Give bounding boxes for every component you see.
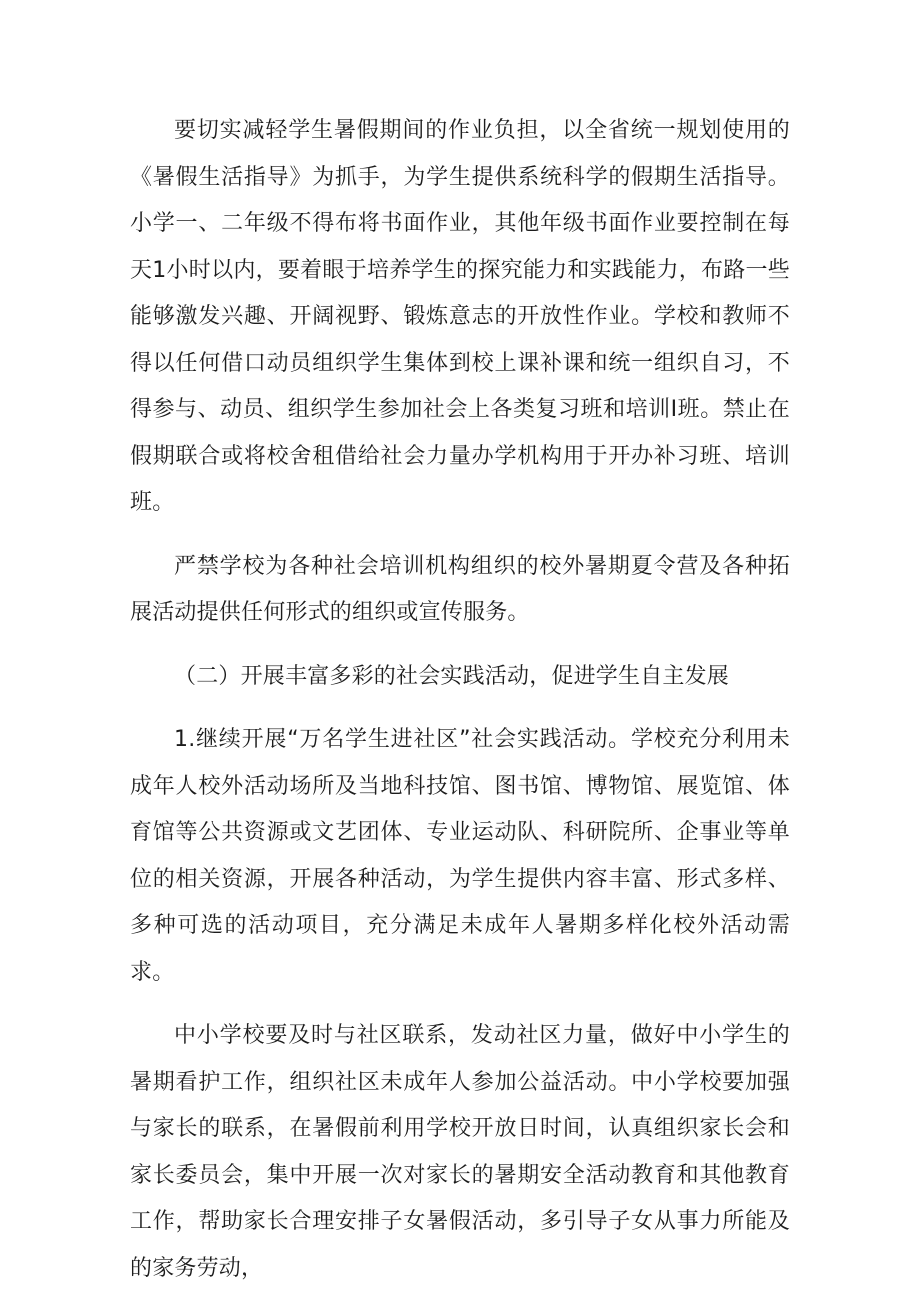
- paragraph-homework-burden: 要切实减轻学生暑假期间的作业负担，以全省统一规划使用的《暑假生活指导》为抓手，为学生提供系统科学的假期生活指导。小学一、二年级不得布将书面作业，其他年级书面作业要控制在每天1小时以内，要着眼于培养学生的探究能力和实践能力，布路一些能够激发兴趣、开阔视野、锻炼意志的开放性作业。学校和教师不得以任何借口动员组织学生集体到校上课补课和统一组织自习，不得参与、动员、组织学生参加社会上各类复习班和培训I班。禁止在假期联合或将校舍租借给社会力量办学机构用于开办补习班、培训班。: [130, 118, 790, 515]
- paragraph-summer-camp-ban: 严禁学校为各种社会培训机构组织的校外暑期夏令营及各种拓展活动提供任何形式的组织或宣传服务。: [130, 553, 790, 625]
- document-body: [130, 108, 790, 1292]
- section-heading-social-practice: （二）开展丰富多彩的社会实践活动，促进学生自主发展: [174, 663, 730, 689]
- paragraph-community-activities: 1.继续开展“万名学生进社区”社会实践活动。学校充分利用未成年人校外活动场所及当地科技馆、图书馆、博物馆、展览馆、体育馆等公共资源或文艺团体、专业运动队、科研院所、企事业等单位的相关资源，开展各种活动，为学生提供内容丰富、形式多样、多种可选的活动项目，充分满足未成年人暑期多样化校外活动需求。: [130, 727, 790, 985]
- paragraph-school-community-contact: 中小学校要及时与社区联系，发动社区力量，做好中小学生的暑期看护工作，组织社区未成年人参加公益活动。中小学校要加强与家长的联系，在暑假前利用学校开放日时间，认真组织家长会和家长委员会，集中开展一次对家长的暑期安全活动教育和其他教育工作，帮助家长合理安排子女暑假活动，多引导子女从事力所能及的家务劳动，: [130, 1023, 790, 1281]
